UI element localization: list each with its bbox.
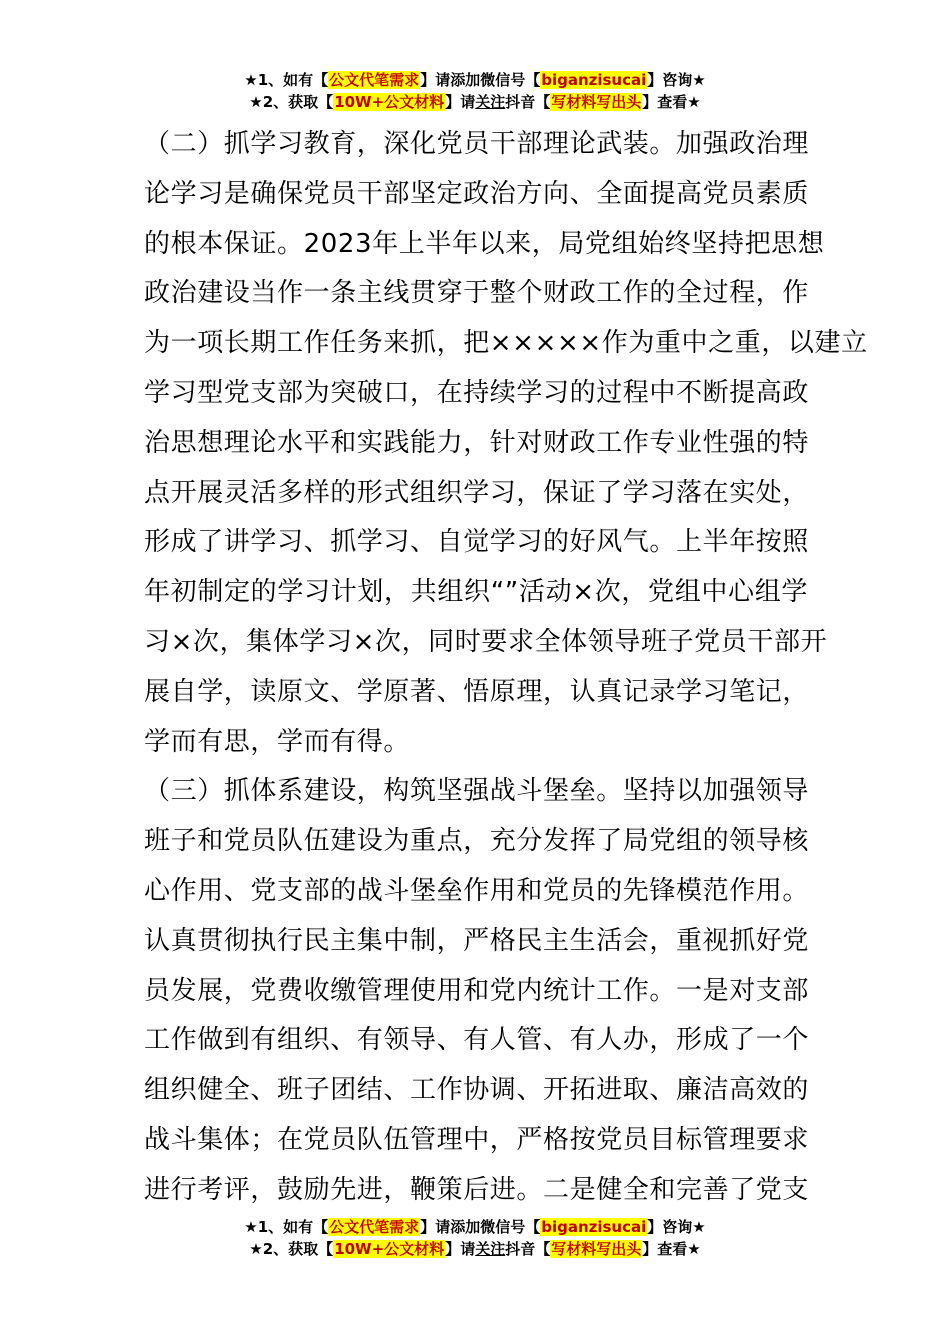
body-line: 论学习是确保党员干部坚定政治方向、全面提高党员素质 xyxy=(144,178,810,209)
highlight-text: 10W+公文材料 xyxy=(334,1240,445,1258)
body-line: 年初制定的学习计划，共组织“”活动×次，党组中心组学 xyxy=(144,577,808,608)
body-line: 展自学，读原文、学原著、悟原理，认真记录学习笔记， xyxy=(144,676,810,707)
notice-text: 抖音【 xyxy=(505,93,551,111)
wechat-id-highlight: biganzisucai xyxy=(541,1218,647,1236)
notice-text: 】咨询★ xyxy=(647,71,706,89)
highlight-text: 10W+公文材料 xyxy=(334,93,445,111)
body-line: （三）抓体系建设，构筑坚强战斗堡垒。坚持以加强领导 xyxy=(144,776,810,807)
notice-line-1 xyxy=(0,1216,950,1238)
body-line: 点开展灵活多样的形式组织学习，保证了学习落在实处， xyxy=(144,477,810,508)
notice-text: 】请 xyxy=(445,93,476,111)
body-line: 进行考评，鼓励先进，鞭策后进。二是健全和完善了党支 xyxy=(144,1174,810,1205)
header-notice-banner xyxy=(0,69,950,113)
body-line: 的根本保证。2023年上半年以来，局党组始终坚持把思想 xyxy=(144,228,825,259)
body-line: 认真贯彻执行民主集中制，严格民主生活会，重视抓好党 xyxy=(144,925,810,956)
body-line: 治思想理论水平和实践能力，针对财政工作专业性强的特 xyxy=(144,427,810,458)
underlined-text: 关注 xyxy=(475,1240,506,1258)
body-line: 员发展，党费收缴管理使用和党内统计工作。一是对支部 xyxy=(144,975,810,1006)
body-line: 班子和党员队伍建设为重点，充分发挥了局党组的领导核 xyxy=(144,826,810,857)
highlight-text: 公文代笔需求 xyxy=(329,1218,420,1236)
footer-notice-banner xyxy=(0,1216,950,1260)
highlight-text: 公文代笔需求 xyxy=(329,71,420,89)
notice-text: ★2、获取【 xyxy=(249,1240,334,1258)
douyin-account-highlight: 写材料写出头 xyxy=(551,1240,642,1258)
notice-text: ★1、如有【 xyxy=(244,1218,329,1236)
notice-text: 】查看★ xyxy=(642,1240,701,1258)
notice-text: ★1、如有【 xyxy=(244,71,329,89)
notice-text: ★2、获取【 xyxy=(249,93,334,111)
body-line: 组织健全、班子团结、工作协调、开拓进取、廉洁高效的 xyxy=(144,1075,810,1106)
document-body xyxy=(144,120,868,1216)
notice-text: 】查看★ xyxy=(642,93,701,111)
body-line: 习×次，集体学习×次，同时要求全体领导班子党员干部开 xyxy=(144,626,828,657)
notice-text: 】请 xyxy=(445,1240,476,1258)
notice-line-1 xyxy=(0,69,950,91)
notice-line-2 xyxy=(0,91,950,113)
notice-text: 抖音【 xyxy=(505,1240,551,1258)
notice-text: 】请添加微信号【 xyxy=(420,1218,541,1236)
body-line: （二）抓学习教育，深化党员干部理论武装。加强政治理 xyxy=(144,129,810,159)
notice-text: 】请添加微信号【 xyxy=(420,71,541,89)
body-line: 形成了讲学习、抓学习、自觉学习的好风气。上半年按照 xyxy=(144,527,810,558)
wechat-id-highlight: biganzisucai xyxy=(541,71,647,89)
body-line: 为一项长期工作任务来抓，把×××××作为重中之重，以建立 xyxy=(144,328,868,359)
body-line: 学而有思，学而有得。 xyxy=(144,726,411,757)
douyin-account-highlight: 写材料写出头 xyxy=(551,93,642,111)
body-line: 战斗集体；在党员队伍管理中，严格按党员目标管理要求 xyxy=(144,1124,810,1155)
underlined-text: 关注 xyxy=(475,93,506,111)
body-line: 心作用、党支部的战斗堡垒作用和党员的先锋模范作用。 xyxy=(144,875,810,906)
body-line: 学习型党支部为突破口，在持续学习的过程中不断提高政 xyxy=(144,377,810,408)
notice-text: 】咨询★ xyxy=(647,1218,706,1236)
notice-line-2 xyxy=(0,1238,950,1260)
body-line: 政治建设当作一条主线贯穿于整个财政工作的全过程，作 xyxy=(144,278,810,309)
body-line: 工作做到有组织、有领导、有人管、有人办，形成了一个 xyxy=(144,1025,810,1056)
